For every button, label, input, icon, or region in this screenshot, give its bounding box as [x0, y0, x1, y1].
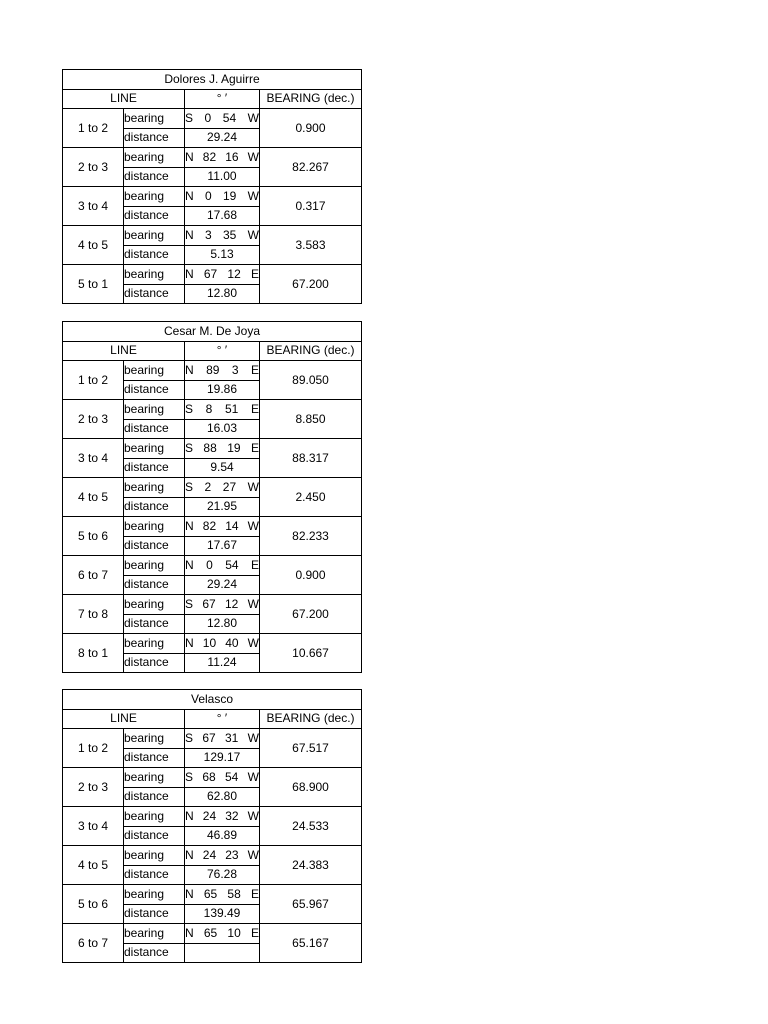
bearing-part: 10 — [227, 925, 241, 940]
table-body — [63, 690, 362, 963]
distance-value: 17.68 — [185, 206, 260, 226]
bearing-part: 54 — [225, 769, 239, 784]
table-row — [63, 226, 362, 246]
line-label: 6 to 7 — [63, 924, 124, 963]
bearing-part: W — [247, 110, 259, 125]
bearing-decimal: 89.050 — [260, 361, 362, 400]
bearing-label: bearing — [124, 885, 185, 905]
distance-label: distance — [124, 167, 185, 187]
bearing-value — [185, 109, 260, 129]
table-title: Dolores J. Aguirre — [63, 70, 362, 90]
line-label: 4 to 5 — [63, 478, 124, 517]
table-row — [63, 924, 362, 944]
bearing-value — [185, 265, 260, 285]
distance-label: distance — [124, 865, 185, 885]
bearing-part: S — [185, 596, 194, 611]
header-line: LINE — [63, 341, 185, 361]
bearing-part: N — [185, 635, 194, 650]
distance-value: 29.24 — [185, 128, 260, 148]
bearing-label: bearing — [124, 634, 185, 654]
bearing-text — [185, 557, 259, 574]
bearing-part: 2 — [204, 479, 212, 494]
bearing-part: 54 — [225, 557, 239, 572]
bearing-value — [185, 846, 260, 866]
bearing-part: S — [185, 479, 194, 494]
bearing-decimal: 68.900 — [260, 768, 362, 807]
bearing-part: E — [250, 440, 259, 455]
bearing-part: 88 — [203, 440, 217, 455]
header-units: ° ′ — [185, 709, 260, 729]
distance-value: 129.17 — [185, 748, 260, 768]
bearing-part: 54 — [222, 110, 237, 125]
bearing-label: bearing — [124, 595, 185, 615]
distance-value: 46.89 — [185, 826, 260, 846]
table-row — [63, 109, 362, 129]
bearing-part: S — [185, 401, 194, 416]
distance-label: distance — [124, 380, 185, 400]
bearing-label: bearing — [124, 807, 185, 827]
bearing-part: 32 — [225, 808, 239, 823]
bearing-part: 67 — [202, 596, 216, 611]
bearing-part: E — [250, 401, 259, 416]
bearing-part: 23 — [225, 847, 239, 862]
bearing-value — [185, 634, 260, 654]
line-label: 2 to 3 — [63, 768, 124, 807]
bearing-part: 16 — [225, 149, 239, 164]
distance-label: distance — [124, 497, 185, 517]
bearing-part: 0 — [204, 188, 212, 203]
bearing-decimal: 67.200 — [260, 265, 362, 304]
bearing-part: 40 — [225, 635, 239, 650]
bearing-part: 35 — [222, 227, 237, 242]
table-row — [63, 634, 362, 654]
bearing-value — [185, 768, 260, 788]
bearing-part: 12 — [227, 266, 241, 281]
bearing-text — [185, 596, 259, 613]
bearing-label: bearing — [124, 478, 185, 498]
line-label: 5 to 6 — [63, 517, 124, 556]
header-line: LINE — [63, 709, 185, 729]
bearing-label: bearing — [124, 846, 185, 866]
bearing-text — [185, 227, 259, 244]
bearing-decimal: 0.900 — [260, 109, 362, 148]
bearing-part: N — [185, 886, 194, 901]
bearing-decimal: 2.450 — [260, 478, 362, 517]
distance-label: distance — [124, 826, 185, 846]
bearing-decimal: 82.233 — [260, 517, 362, 556]
bearing-part: W — [247, 635, 259, 650]
bearing-label: bearing — [124, 556, 185, 576]
line-label: 1 to 2 — [63, 361, 124, 400]
bearing-part: 3 — [204, 227, 212, 242]
table-title: Velasco — [63, 690, 362, 710]
bearing-value — [185, 595, 260, 615]
bearing-decimal: 3.583 — [260, 226, 362, 265]
bearing-text — [185, 635, 259, 652]
distance-value: 29.24 — [185, 575, 260, 595]
line-label: 4 to 5 — [63, 846, 124, 885]
bearing-part: W — [247, 188, 259, 203]
distance-label: distance — [124, 128, 185, 148]
distance-value: 21.95 — [185, 497, 260, 517]
table-row — [63, 807, 362, 827]
distance-label: distance — [124, 904, 185, 924]
bearing-text — [185, 730, 259, 747]
bearing-part: N — [185, 227, 194, 242]
bearing-decimal: 65.967 — [260, 885, 362, 924]
bearing-decimal: 0.317 — [260, 187, 362, 226]
distance-value: 139.49 — [185, 904, 260, 924]
bearing-part: S — [185, 769, 194, 784]
bearing-label: bearing — [124, 400, 185, 420]
bearing-part: W — [247, 808, 259, 823]
bearing-label: bearing — [124, 265, 185, 285]
bearing-part: 82 — [202, 149, 217, 164]
table-row — [63, 265, 362, 285]
bearing-part: 0 — [206, 557, 213, 572]
bearing-value — [185, 729, 260, 749]
header-line: LINE — [63, 89, 185, 109]
bearing-part: 24 — [202, 808, 217, 823]
bearing-value — [185, 924, 260, 944]
distance-label: distance — [124, 419, 185, 439]
bearing-decimal: 0.900 — [260, 556, 362, 595]
bearing-value — [185, 556, 260, 576]
line-label: 8 to 1 — [63, 634, 124, 673]
bearing-part: 19 — [227, 440, 241, 455]
bearing-part: 27 — [222, 479, 237, 494]
traverse-table-velasco — [62, 689, 362, 963]
bearing-part: S — [185, 730, 194, 745]
table-row — [63, 846, 362, 866]
table-title: Cesar M. De Joya — [63, 322, 362, 342]
bearing-part: N — [185, 847, 194, 862]
table-row — [63, 148, 362, 168]
distance-label: distance — [124, 206, 185, 226]
bearing-text — [185, 479, 259, 496]
bearing-text — [185, 401, 259, 418]
distance-value: 16.03 — [185, 419, 260, 439]
traverse-table-aguirre — [62, 69, 362, 304]
table-body — [63, 322, 362, 673]
bearing-part: W — [247, 769, 259, 784]
bearing-label: bearing — [124, 768, 185, 788]
bearing-part: 89 — [206, 362, 220, 377]
distance-label: distance — [124, 284, 185, 304]
header-bearing-dec: BEARING (dec.) — [260, 341, 362, 361]
bearing-label: bearing — [124, 924, 185, 944]
bearing-part: E — [250, 266, 259, 281]
bearing-label: bearing — [124, 226, 185, 246]
line-label: 4 to 5 — [63, 226, 124, 265]
line-label: 1 to 2 — [63, 729, 124, 768]
bearing-part: 0 — [204, 110, 212, 125]
bearing-decimal: 10.667 — [260, 634, 362, 673]
bearing-part: 68 — [202, 769, 216, 784]
bearing-part: N — [185, 362, 194, 377]
bearing-decimal: 67.517 — [260, 729, 362, 768]
distance-label: distance — [124, 575, 185, 595]
bearing-part: E — [250, 925, 259, 940]
bearing-text — [185, 518, 259, 535]
bearing-value — [185, 807, 260, 827]
header-bearing-dec: BEARING (dec.) — [260, 89, 362, 109]
bearing-part: 58 — [227, 886, 241, 901]
bearing-decimal: 8.850 — [260, 400, 362, 439]
bearing-part: 31 — [225, 730, 239, 745]
bearing-part: N — [185, 518, 194, 533]
table-row — [63, 187, 362, 207]
bearing-label: bearing — [124, 439, 185, 459]
bearing-decimal: 24.533 — [260, 807, 362, 846]
line-label: 1 to 2 — [63, 109, 124, 148]
bearing-part: W — [247, 730, 259, 745]
bearing-part: 67 — [203, 266, 218, 281]
bearing-text — [185, 440, 259, 457]
distance-value: 12.80 — [185, 614, 260, 634]
bearing-text — [185, 769, 259, 786]
bearing-part: W — [247, 596, 259, 611]
bearing-text — [185, 925, 259, 942]
bearing-text — [185, 886, 259, 903]
table-row — [63, 517, 362, 537]
bearing-part: S — [185, 440, 194, 455]
distance-value: 19.86 — [185, 380, 260, 400]
bearing-part: 12 — [225, 596, 239, 611]
bearing-label: bearing — [124, 729, 185, 749]
distance-value: 12.80 — [185, 284, 260, 304]
table-body — [63, 70, 362, 304]
bearing-value — [185, 478, 260, 498]
table-row — [63, 885, 362, 905]
distance-label: distance — [124, 458, 185, 478]
bearing-part: W — [247, 149, 259, 164]
distance-value: 9.54 — [185, 458, 260, 478]
distance-label: distance — [124, 653, 185, 673]
bearing-value — [185, 400, 260, 420]
bearing-text — [185, 362, 259, 379]
distance-value: 62.80 — [185, 787, 260, 807]
bearing-part: W — [247, 227, 259, 242]
bearing-part: N — [185, 149, 194, 164]
bearing-part: 82 — [202, 518, 217, 533]
line-label: 3 to 4 — [63, 807, 124, 846]
bearing-text — [185, 188, 259, 205]
bearing-decimal: 24.383 — [260, 846, 362, 885]
bearing-label: bearing — [124, 361, 185, 381]
table-row — [63, 729, 362, 749]
header-units: ° ′ — [185, 341, 260, 361]
table-row — [63, 478, 362, 498]
bearing-part: N — [185, 808, 194, 823]
distance-label: distance — [124, 614, 185, 634]
line-label: 6 to 7 — [63, 556, 124, 595]
header-units: ° ′ — [185, 89, 260, 109]
line-label: 5 to 1 — [63, 265, 124, 304]
bearing-value — [185, 187, 260, 207]
bearing-value — [185, 148, 260, 168]
bearing-part: W — [247, 847, 259, 862]
line-label: 3 to 4 — [63, 187, 124, 226]
bearing-part: S — [185, 110, 194, 125]
distance-value: 76.28 — [185, 865, 260, 885]
line-label: 5 to 6 — [63, 885, 124, 924]
table-row — [63, 556, 362, 576]
bearing-decimal: 88.317 — [260, 439, 362, 478]
bearing-value — [185, 361, 260, 381]
bearing-decimal: 67.200 — [260, 595, 362, 634]
distance-value: 11.24 — [185, 653, 260, 673]
bearing-part: 19 — [222, 188, 237, 203]
bearing-label: bearing — [124, 109, 185, 129]
bearing-decimal: 65.167 — [260, 924, 362, 963]
bearing-part: N — [185, 557, 194, 572]
bearing-part: 8 — [205, 401, 213, 416]
bearing-part: W — [247, 479, 259, 494]
table-row — [63, 768, 362, 788]
bearing-value — [185, 885, 260, 905]
table-row — [63, 439, 362, 459]
traverse-table-de-joya — [62, 321, 362, 673]
distance-label: distance — [124, 748, 185, 768]
bearing-part: 24 — [202, 847, 217, 862]
bearing-value — [185, 226, 260, 246]
bearing-part: N — [185, 188, 194, 203]
bearing-part: 10 — [202, 635, 217, 650]
distance-value: 17.67 — [185, 536, 260, 556]
table-row — [63, 595, 362, 615]
bearing-label: bearing — [124, 187, 185, 207]
distance-value: 5.13 — [185, 245, 260, 265]
bearing-text — [185, 266, 259, 283]
header-bearing-dec: BEARING (dec.) — [260, 709, 362, 729]
bearing-part: 3 — [231, 362, 239, 377]
bearing-label: bearing — [124, 148, 185, 168]
table-row — [63, 361, 362, 381]
bearing-text — [185, 110, 259, 127]
bearing-part: 67 — [202, 730, 216, 745]
bearing-part: 14 — [225, 518, 239, 533]
bearing-value — [185, 517, 260, 537]
distance-label: distance — [124, 943, 185, 963]
distance-value — [185, 943, 260, 963]
bearing-part: N — [185, 925, 194, 940]
bearing-part: 51 — [224, 401, 239, 416]
distance-value: 11.00 — [185, 167, 260, 187]
bearing-part: E — [250, 362, 259, 377]
bearing-part: E — [250, 557, 259, 572]
line-label: 2 to 3 — [63, 148, 124, 187]
bearing-text — [185, 149, 259, 166]
bearing-decimal: 82.267 — [260, 148, 362, 187]
table-row — [63, 400, 362, 420]
bearing-value — [185, 439, 260, 459]
bearing-text — [185, 808, 259, 825]
bearing-text — [185, 847, 259, 864]
bearing-part: 65 — [203, 925, 218, 940]
bearing-label: bearing — [124, 517, 185, 537]
distance-label: distance — [124, 787, 185, 807]
bearing-part: W — [247, 518, 259, 533]
bearing-part: 65 — [203, 886, 218, 901]
line-label: 3 to 4 — [63, 439, 124, 478]
line-label: 7 to 8 — [63, 595, 124, 634]
line-label: 2 to 3 — [63, 400, 124, 439]
distance-label: distance — [124, 536, 185, 556]
bearing-part: N — [185, 266, 194, 281]
distance-label: distance — [124, 245, 185, 265]
bearing-part: E — [250, 886, 259, 901]
